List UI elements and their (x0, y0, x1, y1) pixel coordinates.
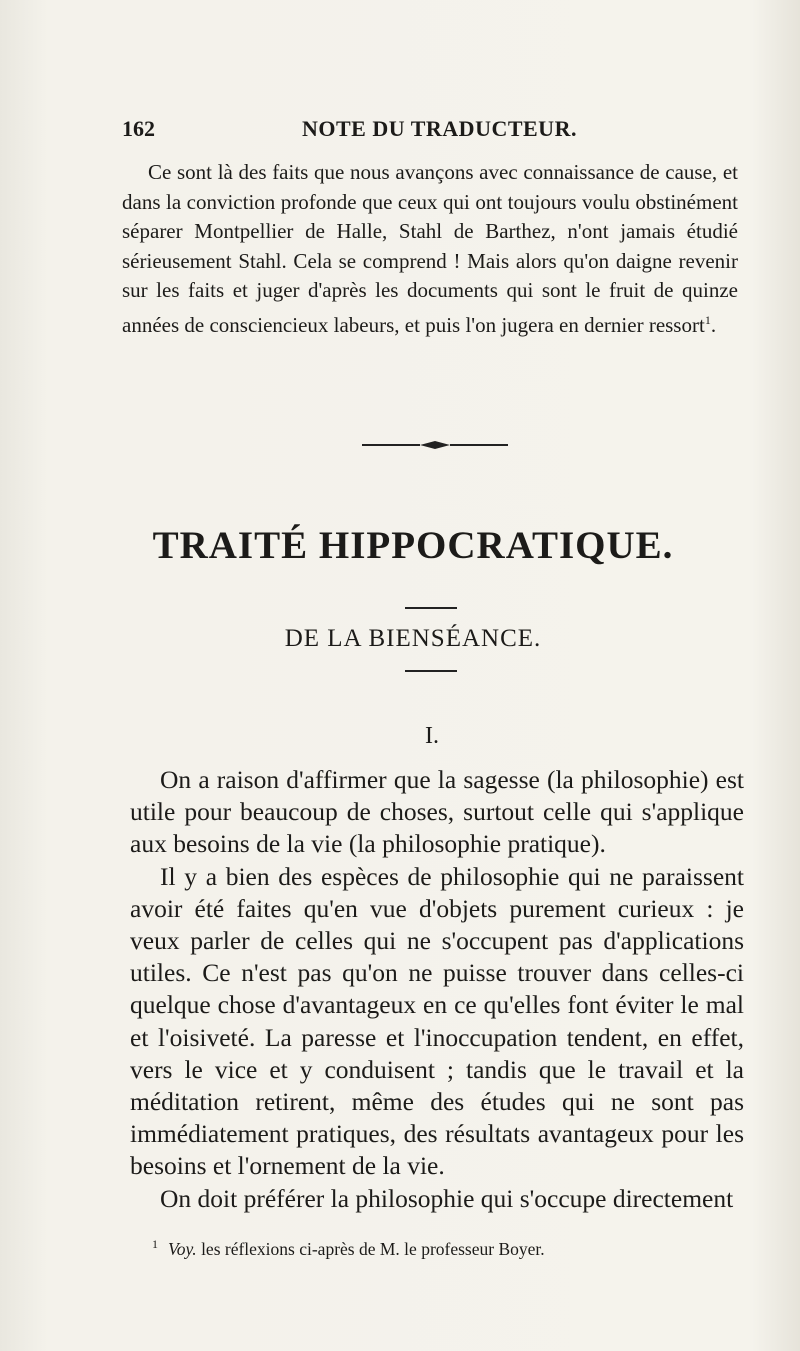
translator-note-paragraph (122, 158, 738, 340)
treatise-paragraph: Il y a bien des espèces de philosophie qui ne paraissent avoir été faites qu'en vue d'objets purement curieux : je veux parler de celles qui ne s'occupent pas d'applications utiles. Ce n'est pas qu'on ne puisse trouver dans celles-ci quelque chose d'avantageux en ce qu'elles font éviter le mal et l'oisiveté. La paresse et l'inoccupation tendent, en effet, vers le vice et y conduisent ; tandis que le travail et la méditation retirent, même des études qui ne sont pas immédiatement pratiques, des résultats avantageux pour les besoins et l'ornement de la vie. (130, 861, 744, 1181)
treatise-paragraph: On doit préférer la philosophie qui s'occupe directement (160, 1183, 734, 1213)
treatise-subtitle: DE LA BIENSÉANCE. (284, 625, 542, 652)
ornament-divider (360, 438, 510, 452)
translator-note-text: Ce sont là des faits que nous avançons avec connaissance de cause, et dans la conviction profonde que ceux qui ont toujours voulu obstinément séparer Montpellier de Halle, Stahl de Barthez, n'ont jamais étudié sérieusement Stahl. Cela se comprend ! Mais alors qu'on daigne revenir sur les faits et juger d'après les documents qui sont le fruit de quinze années de consciencieux labeurs, et puis l'on jugera en dernier ressort (122, 160, 738, 337)
footnote-voy: Voy. (168, 1238, 197, 1259)
treatise-title: TRAITÉ HIPPOCRATIQUE. (152, 524, 674, 567)
footnote-reference: 1 (704, 312, 711, 327)
running-title: NOTE DU TRADUCTEUR. (302, 116, 577, 141)
footnote-mark: 1 (152, 1237, 158, 1251)
treatise-text (130, 764, 744, 1215)
page-header (122, 116, 682, 146)
footnote (152, 1233, 752, 1260)
page-number: 162 (122, 116, 155, 141)
footnote-text: les réflexions ci-après de M. le professeur Boyer. (201, 1238, 545, 1259)
translator-note-end: . (710, 312, 717, 337)
treatise-paragraph: On a raison d'affirmer que la sagesse (la philosophie) est utile pour beaucoup de choses, surtout celle qui s'applique aux besoins de la vie (la philosophie pratique). (130, 765, 744, 859)
section-number: I. (425, 723, 439, 749)
translator-note (122, 158, 738, 340)
title-rule (405, 607, 457, 609)
subtitle-rule (405, 670, 457, 672)
